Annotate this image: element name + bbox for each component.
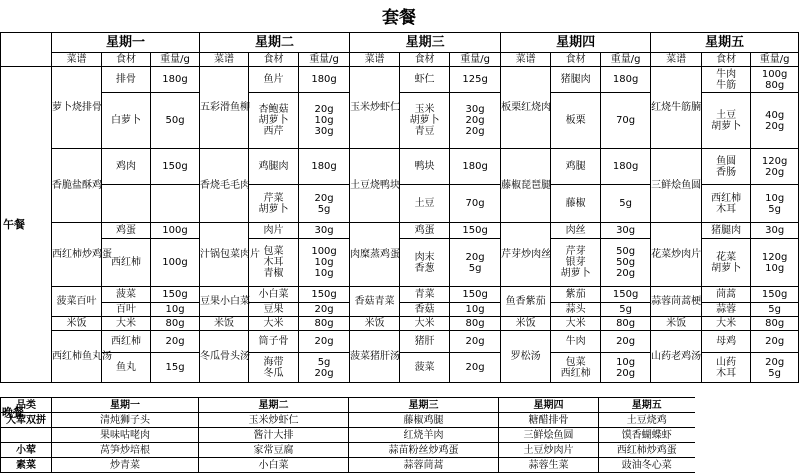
ingredient-header: 食材 xyxy=(702,53,751,67)
ingredient: 大米 xyxy=(249,317,299,331)
dinner-label: 晚餐 xyxy=(2,406,24,419)
dinner-dish: 蒜苗粉丝炒鸡蛋 xyxy=(349,443,499,458)
ingredient: 鸡腿 xyxy=(551,149,601,185)
dish-name: 菠菜百叶 xyxy=(52,287,102,317)
menu-header: 菜谱 xyxy=(651,53,702,67)
ingredient: 蒜头 xyxy=(551,303,601,317)
ingredient: 山药 木耳 xyxy=(702,353,751,383)
ingredient: 豆果 xyxy=(249,303,299,317)
ingredient-header: 食材 xyxy=(400,53,450,67)
dinner-dish: 蒜蓉生菜 xyxy=(499,458,599,473)
menu-header: 菜谱 xyxy=(350,53,400,67)
ingredient: 土豆 xyxy=(400,185,450,223)
dish-name: 罗松汤 xyxy=(501,331,551,383)
dinner-dish: 土豆烧鸡 xyxy=(599,413,695,428)
dinner-dish: 果味咕咾肉 xyxy=(52,428,199,443)
dinner-category: 小荤 xyxy=(1,443,52,458)
ingredient: 筒子骨 xyxy=(249,331,299,353)
weight: 100g xyxy=(151,239,200,287)
ingredient: 大米 xyxy=(551,317,601,331)
dinner-dish: 酱汁大排 xyxy=(199,428,349,443)
dinner-dish: 土豆炒肉片 xyxy=(499,443,599,458)
weight: 5g xyxy=(751,303,799,317)
weight: 180g xyxy=(601,149,651,185)
ingredient: 玉米 胡萝卜 青豆 xyxy=(400,93,450,149)
weight: 30g 20g 20g xyxy=(450,93,501,149)
weight: 10g xyxy=(450,303,501,317)
weight: 40g 20g xyxy=(751,93,799,149)
day-header: 星期四 xyxy=(501,33,651,53)
weight: 150g xyxy=(299,287,350,303)
ingredient: 大米 xyxy=(102,317,151,331)
ingredient: 虾仁 xyxy=(400,67,450,93)
weight: 80g xyxy=(151,317,200,331)
page-title: 套餐 xyxy=(382,8,416,28)
weight: 150g xyxy=(151,287,200,303)
menu-header: 菜谱 xyxy=(501,53,551,67)
ingredient: 牛肉 牛筋 xyxy=(702,67,751,93)
ingredient: 牛肉 xyxy=(551,331,601,353)
weight-header: 重量/g xyxy=(751,53,799,67)
dinner-dish: 玉米炒虾仁 xyxy=(199,413,349,428)
dish-name: 米饭 xyxy=(52,317,102,331)
weight: 20g 5g xyxy=(299,185,350,223)
dinner-day-header: 星期四 xyxy=(499,398,599,413)
weight: 5g 20g xyxy=(299,353,350,383)
weight: 30g xyxy=(751,223,799,239)
weight: 150g xyxy=(601,287,651,303)
weight-header: 重量/g xyxy=(151,53,200,67)
ingredient: 西红柿 xyxy=(102,239,151,287)
weight: 180g xyxy=(450,149,501,185)
ingredient: 猪腿肉 xyxy=(551,67,601,93)
ingredient: 鸡腿肉 xyxy=(249,149,299,185)
weight: 80g xyxy=(299,317,350,331)
ingredient: 鱼片 xyxy=(249,67,299,93)
ingredient-header: 食材 xyxy=(551,53,601,67)
dinner-dish: 清炖狮子头 xyxy=(52,413,199,428)
weight: 70g xyxy=(450,185,501,223)
ingredient: 香菇 xyxy=(400,303,450,317)
dish-name: 香烧毛毛肉 xyxy=(200,149,249,223)
ingredient: 板栗 xyxy=(551,93,601,149)
dish-name: 芹芽炒肉丝 xyxy=(501,223,551,287)
ingredient-header: 食材 xyxy=(102,53,151,67)
dish-name: 蒜蓉茼蒿梗 xyxy=(651,287,702,317)
ingredient: 土豆 胡萝卜 xyxy=(702,93,751,149)
weight: 20g 5g xyxy=(450,239,501,287)
weight: 10g 20g xyxy=(601,353,651,383)
weight: 10g 5g xyxy=(751,185,799,223)
dish-name: 土豆烧鸭块 xyxy=(350,149,400,223)
ingredient: 包菜 西红柿 xyxy=(551,353,601,383)
weight: 150g xyxy=(151,149,200,185)
ingredient: 白萝卜 xyxy=(102,93,151,149)
weight: 100g 10g 10g xyxy=(299,239,350,287)
dinner-dish: 馍香蝴蝶虾 xyxy=(599,428,695,443)
ingredient: 排骨 xyxy=(102,67,151,93)
ingredient: 肉片 xyxy=(249,223,299,239)
ingredient: 鱼丸 xyxy=(102,353,151,383)
ingredient: 杏鲍菇 胡萝卜 西芹 xyxy=(249,93,299,149)
menu-header: 菜谱 xyxy=(52,53,102,67)
weight: 150g xyxy=(450,287,501,303)
ingredient: 菠菜 xyxy=(400,353,450,383)
weight: 20g xyxy=(450,353,501,383)
ingredient: 百叶 xyxy=(102,303,151,317)
ingredient: 猪腿肉 xyxy=(702,223,751,239)
weight: 20g xyxy=(151,331,200,353)
dish-name: 五彩滑鱼柳 xyxy=(200,67,249,149)
ingredient: 鸡蛋 xyxy=(400,223,450,239)
ingredient: 肉丝 xyxy=(551,223,601,239)
weight-header: 重量/g xyxy=(601,53,651,67)
weight: 100g 80g xyxy=(751,67,799,93)
dish-name: 米饭 xyxy=(501,317,551,331)
dish-name: 花菜炒肉片 xyxy=(651,223,702,287)
day-header: 星期二 xyxy=(200,33,350,53)
weight: 120g 20g xyxy=(751,149,799,185)
weight-header: 重量/g xyxy=(299,53,350,67)
dish-name: 藤椒琵琶腿 xyxy=(501,149,551,223)
ingredient: 茼蒿 xyxy=(702,287,751,303)
dinner-category xyxy=(1,428,52,443)
weight: 50g 50g 20g xyxy=(601,239,651,287)
ingredient: 青菜 xyxy=(400,287,450,303)
dish-name: 萝卜烧排骨 xyxy=(52,67,102,149)
dish-name: 西红柿鱼丸汤 xyxy=(52,331,102,383)
dish-name: 红烧牛筋腩 xyxy=(651,67,702,149)
ingredient: 海带 冬瓜 xyxy=(249,353,299,383)
ingredient: 肉末 香葱 xyxy=(400,239,450,287)
dish-name: 板栗红烧肉 xyxy=(501,67,551,149)
dish-name: 玉米炒虾仁 xyxy=(350,67,400,149)
weight: 70g xyxy=(601,93,651,149)
weight: 80g xyxy=(751,317,799,331)
lunch-header-blank xyxy=(1,33,52,67)
weight: 10g xyxy=(151,303,200,317)
dinner-day-header: 星期三 xyxy=(349,398,499,413)
ingredient: 母鸡 xyxy=(702,331,751,353)
ingredient: 鱼圆 香肠 xyxy=(702,149,751,185)
weight: 180g xyxy=(299,149,350,185)
weight: 180g xyxy=(151,67,200,93)
dinner-day-header: 星期二 xyxy=(199,398,349,413)
day-header: 星期一 xyxy=(52,33,200,53)
weight: 125g xyxy=(450,67,501,93)
dinner-category: 大荤双拼 xyxy=(1,413,52,428)
dish-name: 肉糜蒸鸡蛋 xyxy=(350,223,400,287)
dish-name: 香菇青菜 xyxy=(350,287,400,317)
dish-name: 菠菜猪肝汤 xyxy=(350,331,400,383)
ingredient: 大米 xyxy=(702,317,751,331)
ingredient: 鸡肉 xyxy=(102,149,151,185)
dish-name: 米饭 xyxy=(200,317,249,331)
dinner-dish: 小白菜 xyxy=(199,458,349,473)
dinner-day-header: 星期一 xyxy=(52,398,199,413)
dish-name: 冬瓜骨头汤 xyxy=(200,331,249,383)
lunch-label: 午餐 xyxy=(1,67,52,383)
weight: 20g xyxy=(450,331,501,353)
empty-cell xyxy=(102,185,151,223)
dinner-dish: 糖醋排骨 xyxy=(499,413,599,428)
weight: 30g xyxy=(299,223,350,239)
dish-name: 米饭 xyxy=(350,317,400,331)
weight-header: 重量/g xyxy=(450,53,501,67)
ingredient-header: 食材 xyxy=(249,53,299,67)
weight: 20g xyxy=(299,331,350,353)
dinner-category: 素菜 xyxy=(1,458,52,473)
ingredient: 芹芽 银芽 胡萝卜 xyxy=(551,239,601,287)
weight: 20g 5g xyxy=(751,353,799,383)
dish-name: 西红柿炒鸡蛋 xyxy=(52,223,102,287)
ingredient: 紫茄 xyxy=(551,287,601,303)
ingredient: 蒜蓉 xyxy=(702,303,751,317)
dinner-dish: 炒青菜 xyxy=(52,458,199,473)
dinner-dish: 莴笋炒培根 xyxy=(52,443,199,458)
dinner-dish: 豉油冬心菜 xyxy=(599,458,695,473)
weight: 120g 10g xyxy=(751,239,799,287)
weight: 80g xyxy=(450,317,501,331)
ingredient: 包菜 木耳 青椒 xyxy=(249,239,299,287)
ingredient: 西红柿 木耳 xyxy=(702,185,751,223)
weight: 5g xyxy=(601,303,651,317)
dish-name: 三鲜烩鱼圆 xyxy=(651,149,702,223)
ingredient: 藤椒 xyxy=(551,185,601,223)
dinner-dish: 蒜蓉茼蒿 xyxy=(349,458,499,473)
ingredient: 鸭块 xyxy=(400,149,450,185)
day-header: 星期三 xyxy=(350,33,501,53)
weight: 15g xyxy=(151,353,200,383)
ingredient: 西红柿 xyxy=(102,331,151,353)
weight: 5g xyxy=(601,185,651,223)
weight: 20g xyxy=(751,331,799,353)
weight: 80g xyxy=(601,317,651,331)
category-header: 品类 xyxy=(1,398,52,413)
weight: 20g 10g 30g xyxy=(299,93,350,149)
ingredient: 芹菜 胡萝卜 xyxy=(249,185,299,223)
dish-name: 山药老鸡汤 xyxy=(651,331,702,383)
ingredient: 小白菜 xyxy=(249,287,299,303)
dish-name: 汁锅包菜肉片 xyxy=(200,223,249,287)
spacer-area xyxy=(0,322,798,397)
dinner-table xyxy=(0,397,695,473)
dish-name: 米饭 xyxy=(651,317,702,331)
weight: 180g xyxy=(299,67,350,93)
weight: 150g xyxy=(751,287,799,303)
weight: 180g xyxy=(601,67,651,93)
dish-name: 香脆盐酥鸡 xyxy=(52,149,102,223)
dinner-dish: 红烧羊肉 xyxy=(349,428,499,443)
weight: 30g xyxy=(601,223,651,239)
dish-name: 豆果小白菜 xyxy=(200,287,249,317)
weight: 20g xyxy=(299,303,350,317)
dinner-dish: 家常豆腐 xyxy=(199,443,349,458)
ingredient: 花菜 胡萝卜 xyxy=(702,239,751,287)
dinner-dish: 三鲜烩鱼圆 xyxy=(499,428,599,443)
ingredient: 猪肝 xyxy=(400,331,450,353)
ingredient: 菠菜 xyxy=(102,287,151,303)
weight: 150g xyxy=(450,223,501,239)
dinner-day-header: 星期五 xyxy=(599,398,695,413)
dinner-dish: 西红柿炒鸡蛋 xyxy=(599,443,695,458)
menu-header: 菜谱 xyxy=(200,53,249,67)
weight: 50g xyxy=(151,93,200,149)
weight: 100g xyxy=(151,223,200,239)
dish-name: 鱼香紫茄 xyxy=(501,287,551,317)
dinner-dish: 藤椒鸡腿 xyxy=(349,413,499,428)
ingredient: 鸡蛋 xyxy=(102,223,151,239)
ingredient: 大米 xyxy=(400,317,450,331)
day-header: 星期五 xyxy=(651,33,799,53)
weight: 20g xyxy=(601,331,651,353)
empty-cell xyxy=(151,185,200,223)
